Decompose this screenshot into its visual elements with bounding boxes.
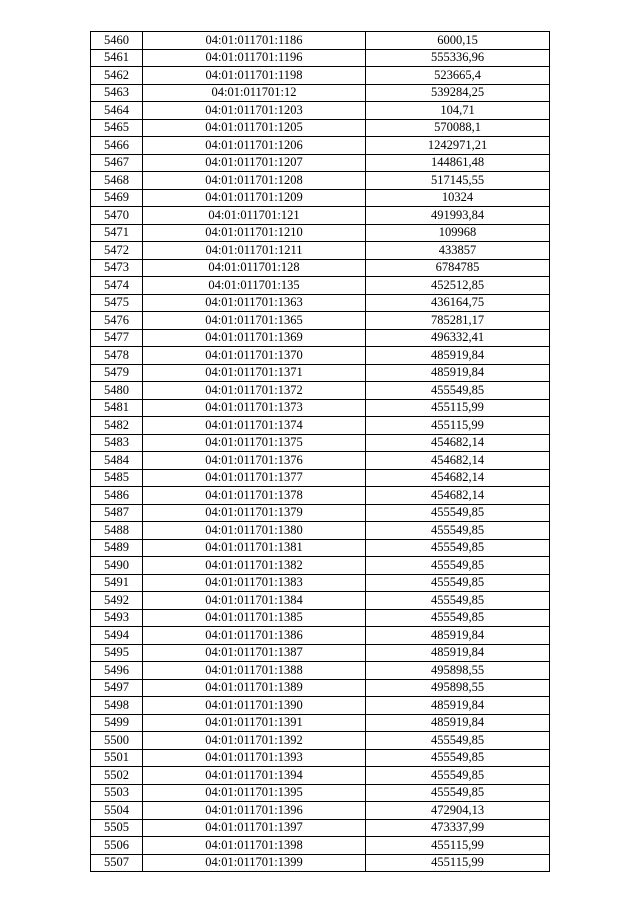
row-number-cell: 5464 <box>91 102 143 120</box>
cadastral-value-cell: 436164,75 <box>366 294 550 312</box>
row-number-cell: 5461 <box>91 49 143 67</box>
row-number-cell: 5495 <box>91 644 143 662</box>
cadastral-value-cell: 570088,1 <box>366 119 550 137</box>
table-row <box>91 854 550 872</box>
cadastral-value-cell: 485919,84 <box>366 644 550 662</box>
table-row <box>91 452 550 470</box>
cadastral-value-cell: 144861,48 <box>366 154 550 172</box>
cadastral-number-cell: 04:01:011701:1390 <box>143 697 366 715</box>
cadastral-value-cell: 109968 <box>366 224 550 242</box>
cadastral-number-cell: 04:01:011701:1395 <box>143 784 366 802</box>
cadastral-number-cell: 04:01:011701:1208 <box>143 172 366 190</box>
cadastral-number-cell: 04:01:011701:128 <box>143 259 366 277</box>
row-number-cell: 5504 <box>91 802 143 820</box>
table-row <box>91 679 550 697</box>
table-row <box>91 119 550 137</box>
cadastral-value-cell: 454682,14 <box>366 469 550 487</box>
cadastral-number-cell: 04:01:011701:1203 <box>143 102 366 120</box>
row-number-cell: 5460 <box>91 32 143 50</box>
table-row <box>91 802 550 820</box>
table-row <box>91 154 550 172</box>
row-number-cell: 5485 <box>91 469 143 487</box>
cadastral-number-cell: 04:01:011701:1394 <box>143 767 366 785</box>
table-row <box>91 189 550 207</box>
row-number-cell: 5489 <box>91 539 143 557</box>
cadastral-value-cell: 485919,84 <box>366 627 550 645</box>
row-number-cell: 5477 <box>91 329 143 347</box>
cadastral-number-cell: 04:01:011701:1375 <box>143 434 366 452</box>
table-row <box>91 364 550 382</box>
row-number-cell: 5499 <box>91 714 143 732</box>
cadastral-number-cell: 04:01:011701:1371 <box>143 364 366 382</box>
row-number-cell: 5507 <box>91 854 143 872</box>
row-number-cell: 5505 <box>91 819 143 837</box>
table-row <box>91 487 550 505</box>
cadastral-value-cell: 455549,85 <box>366 732 550 750</box>
row-number-cell: 5500 <box>91 732 143 750</box>
cadastral-number-cell: 04:01:011701:1198 <box>143 67 366 85</box>
cadastral-value-cell: 495898,55 <box>366 679 550 697</box>
cadastral-number-cell: 04:01:011701:1392 <box>143 732 366 750</box>
table-row <box>91 67 550 85</box>
cadastral-value-cell: 10324 <box>366 189 550 207</box>
cadastral-number-cell: 04:01:011701:1377 <box>143 469 366 487</box>
cadastral-number-cell: 04:01:011701:135 <box>143 277 366 295</box>
row-number-cell: 5472 <box>91 242 143 260</box>
row-number-cell: 5486 <box>91 487 143 505</box>
cadastral-number-cell: 04:01:011701:1376 <box>143 452 366 470</box>
table-row <box>91 469 550 487</box>
table-row <box>91 609 550 627</box>
table-row <box>91 224 550 242</box>
cadastral-value-cell: 455549,85 <box>366 784 550 802</box>
row-number-cell: 5492 <box>91 592 143 610</box>
cadastral-value-cell: 455549,85 <box>366 609 550 627</box>
cadastral-number-cell: 04:01:011701:1399 <box>143 854 366 872</box>
cadastral-number-cell: 04:01:011701:1379 <box>143 504 366 522</box>
row-number-cell: 5494 <box>91 627 143 645</box>
cadastral-value-cell: 472904,13 <box>366 802 550 820</box>
cadastral-number-cell: 04:01:011701:1391 <box>143 714 366 732</box>
row-number-cell: 5473 <box>91 259 143 277</box>
table-row <box>91 399 550 417</box>
cadastral-value-cell: 555336,96 <box>366 49 550 67</box>
cadastral-value-cell: 6784785 <box>366 259 550 277</box>
cadastral-number-cell: 04:01:011701:1389 <box>143 679 366 697</box>
cadastral-number-cell: 04:01:011701:1388 <box>143 662 366 680</box>
cadastral-value-cell: 495898,55 <box>366 662 550 680</box>
row-number-cell: 5484 <box>91 452 143 470</box>
table-row <box>91 697 550 715</box>
cadastral-value-cell: 485919,84 <box>366 697 550 715</box>
cadastral-number-cell: 04:01:011701:1386 <box>143 627 366 645</box>
cadastral-value-cell: 539284,25 <box>366 84 550 102</box>
cadastral-value-cell: 485919,84 <box>366 714 550 732</box>
cadastral-number-cell: 04:01:011701:1370 <box>143 347 366 365</box>
cadastral-value-cell: 455549,85 <box>366 574 550 592</box>
row-number-cell: 5488 <box>91 522 143 540</box>
row-number-cell: 5479 <box>91 364 143 382</box>
cadastral-number-cell: 04:01:011701:1378 <box>143 487 366 505</box>
table-row <box>91 294 550 312</box>
table-row <box>91 837 550 855</box>
row-number-cell: 5476 <box>91 312 143 330</box>
table-row <box>91 784 550 802</box>
cadastral-number-cell: 04:01:011701:1397 <box>143 819 366 837</box>
table-row <box>91 644 550 662</box>
table-row <box>91 434 550 452</box>
row-number-cell: 5496 <box>91 662 143 680</box>
cadastral-value-cell: 496332,41 <box>366 329 550 347</box>
cadastral-number-cell: 04:01:011701:1382 <box>143 557 366 575</box>
cadastral-value-cell: 433857 <box>366 242 550 260</box>
cadastral-number-cell: 04:01:011701:1387 <box>143 644 366 662</box>
cadastral-number-cell: 04:01:011701:1205 <box>143 119 366 137</box>
table-row <box>91 347 550 365</box>
row-number-cell: 5490 <box>91 557 143 575</box>
cadastral-number-cell: 04:01:011701:1186 <box>143 32 366 50</box>
cadastral-value-cell: 104,71 <box>366 102 550 120</box>
row-number-cell: 5483 <box>91 434 143 452</box>
row-number-cell: 5497 <box>91 679 143 697</box>
cadastral-value-cell: 485919,84 <box>366 364 550 382</box>
cadastral-value-cell: 455549,85 <box>366 382 550 400</box>
table-row <box>91 329 550 347</box>
table-row <box>91 714 550 732</box>
row-number-cell: 5471 <box>91 224 143 242</box>
table-row <box>91 749 550 767</box>
table-row <box>91 819 550 837</box>
cadastral-value-cell: 455549,85 <box>366 749 550 767</box>
cadastral-number-cell: 04:01:011701:1380 <box>143 522 366 540</box>
cadastral-number-cell: 04:01:011701:1206 <box>143 137 366 155</box>
row-number-cell: 5465 <box>91 119 143 137</box>
table-row <box>91 592 550 610</box>
cadastral-number-cell: 04:01:011701:1396 <box>143 802 366 820</box>
table-row <box>91 207 550 225</box>
cadastral-value-cell: 523665,4 <box>366 67 550 85</box>
cadastral-number-cell: 04:01:011701:1398 <box>143 837 366 855</box>
row-number-cell: 5480 <box>91 382 143 400</box>
table-row <box>91 382 550 400</box>
cadastral-number-cell: 04:01:011701:1196 <box>143 49 366 67</box>
cadastral-value-cell: 455549,85 <box>366 592 550 610</box>
cadastral-value-cell: 485919,84 <box>366 347 550 365</box>
cadastral-value-cell: 517145,55 <box>366 172 550 190</box>
row-number-cell: 5506 <box>91 837 143 855</box>
table-row <box>91 242 550 260</box>
table-row <box>91 627 550 645</box>
row-number-cell: 5487 <box>91 504 143 522</box>
cadastral-number-cell: 04:01:011701:1384 <box>143 592 366 610</box>
table-row <box>91 574 550 592</box>
cadastral-number-cell: 04:01:011701:1385 <box>143 609 366 627</box>
table-row <box>91 84 550 102</box>
cadastral-value-table <box>90 31 550 872</box>
cadastral-value-cell: 1242971,21 <box>366 137 550 155</box>
cadastral-value-cell: 473337,99 <box>366 819 550 837</box>
cadastral-number-cell: 04:01:011701:1365 <box>143 312 366 330</box>
row-number-cell: 5470 <box>91 207 143 225</box>
cadastral-value-cell: 455549,85 <box>366 557 550 575</box>
table-row <box>91 557 550 575</box>
row-number-cell: 5463 <box>91 84 143 102</box>
cadastral-value-cell: 491993,84 <box>366 207 550 225</box>
cadastral-value-cell: 455549,85 <box>366 522 550 540</box>
cadastral-number-cell: 04:01:011701:12 <box>143 84 366 102</box>
table-row <box>91 417 550 435</box>
row-number-cell: 5502 <box>91 767 143 785</box>
cadastral-number-cell: 04:01:011701:1209 <box>143 189 366 207</box>
row-number-cell: 5482 <box>91 417 143 435</box>
row-number-cell: 5503 <box>91 784 143 802</box>
cadastral-number-cell: 04:01:011701:121 <box>143 207 366 225</box>
table-row <box>91 767 550 785</box>
table-row <box>91 102 550 120</box>
cadastral-number-cell: 04:01:011701:1372 <box>143 382 366 400</box>
row-number-cell: 5478 <box>91 347 143 365</box>
row-number-cell: 5466 <box>91 137 143 155</box>
table-row <box>91 504 550 522</box>
cadastral-value-cell: 6000,15 <box>366 32 550 50</box>
cadastral-value-cell: 455115,99 <box>366 399 550 417</box>
cadastral-value-cell: 454682,14 <box>366 452 550 470</box>
row-number-cell: 5501 <box>91 749 143 767</box>
cadastral-number-cell: 04:01:011701:1207 <box>143 154 366 172</box>
cadastral-number-cell: 04:01:011701:1393 <box>143 749 366 767</box>
cadastral-value-cell: 455549,85 <box>366 539 550 557</box>
table-row <box>91 312 550 330</box>
table-row <box>91 32 550 50</box>
cadastral-value-cell: 454682,14 <box>366 434 550 452</box>
cadastral-number-cell: 04:01:011701:1211 <box>143 242 366 260</box>
cadastral-number-cell: 04:01:011701:1373 <box>143 399 366 417</box>
cadastral-value-cell: 452512,85 <box>366 277 550 295</box>
table-row <box>91 522 550 540</box>
table-row <box>91 662 550 680</box>
cadastral-value-cell: 455115,99 <box>366 417 550 435</box>
row-number-cell: 5493 <box>91 609 143 627</box>
row-number-cell: 5491 <box>91 574 143 592</box>
cadastral-value-cell: 454682,14 <box>366 487 550 505</box>
cadastral-number-cell: 04:01:011701:1374 <box>143 417 366 435</box>
row-number-cell: 5462 <box>91 67 143 85</box>
cadastral-value-cell: 455549,85 <box>366 504 550 522</box>
row-number-cell: 5467 <box>91 154 143 172</box>
table-row <box>91 49 550 67</box>
cadastral-number-cell: 04:01:011701:1363 <box>143 294 366 312</box>
table-row <box>91 732 550 750</box>
row-number-cell: 5469 <box>91 189 143 207</box>
table-row <box>91 539 550 557</box>
cadastral-number-cell: 04:01:011701:1383 <box>143 574 366 592</box>
cadastral-number-cell: 04:01:011701:1381 <box>143 539 366 557</box>
cadastral-value-cell: 455115,99 <box>366 854 550 872</box>
document-page <box>90 31 549 872</box>
cadastral-value-cell: 455115,99 <box>366 837 550 855</box>
cadastral-number-cell: 04:01:011701:1369 <box>143 329 366 347</box>
row-number-cell: 5475 <box>91 294 143 312</box>
row-number-cell: 5481 <box>91 399 143 417</box>
table-row <box>91 172 550 190</box>
cadastral-number-cell: 04:01:011701:1210 <box>143 224 366 242</box>
row-number-cell: 5468 <box>91 172 143 190</box>
cadastral-value-cell: 455549,85 <box>366 767 550 785</box>
table-row <box>91 259 550 277</box>
table-row <box>91 277 550 295</box>
cadastral-value-cell: 785281,17 <box>366 312 550 330</box>
table-row <box>91 137 550 155</box>
row-number-cell: 5498 <box>91 697 143 715</box>
table-body <box>91 32 550 872</box>
row-number-cell: 5474 <box>91 277 143 295</box>
